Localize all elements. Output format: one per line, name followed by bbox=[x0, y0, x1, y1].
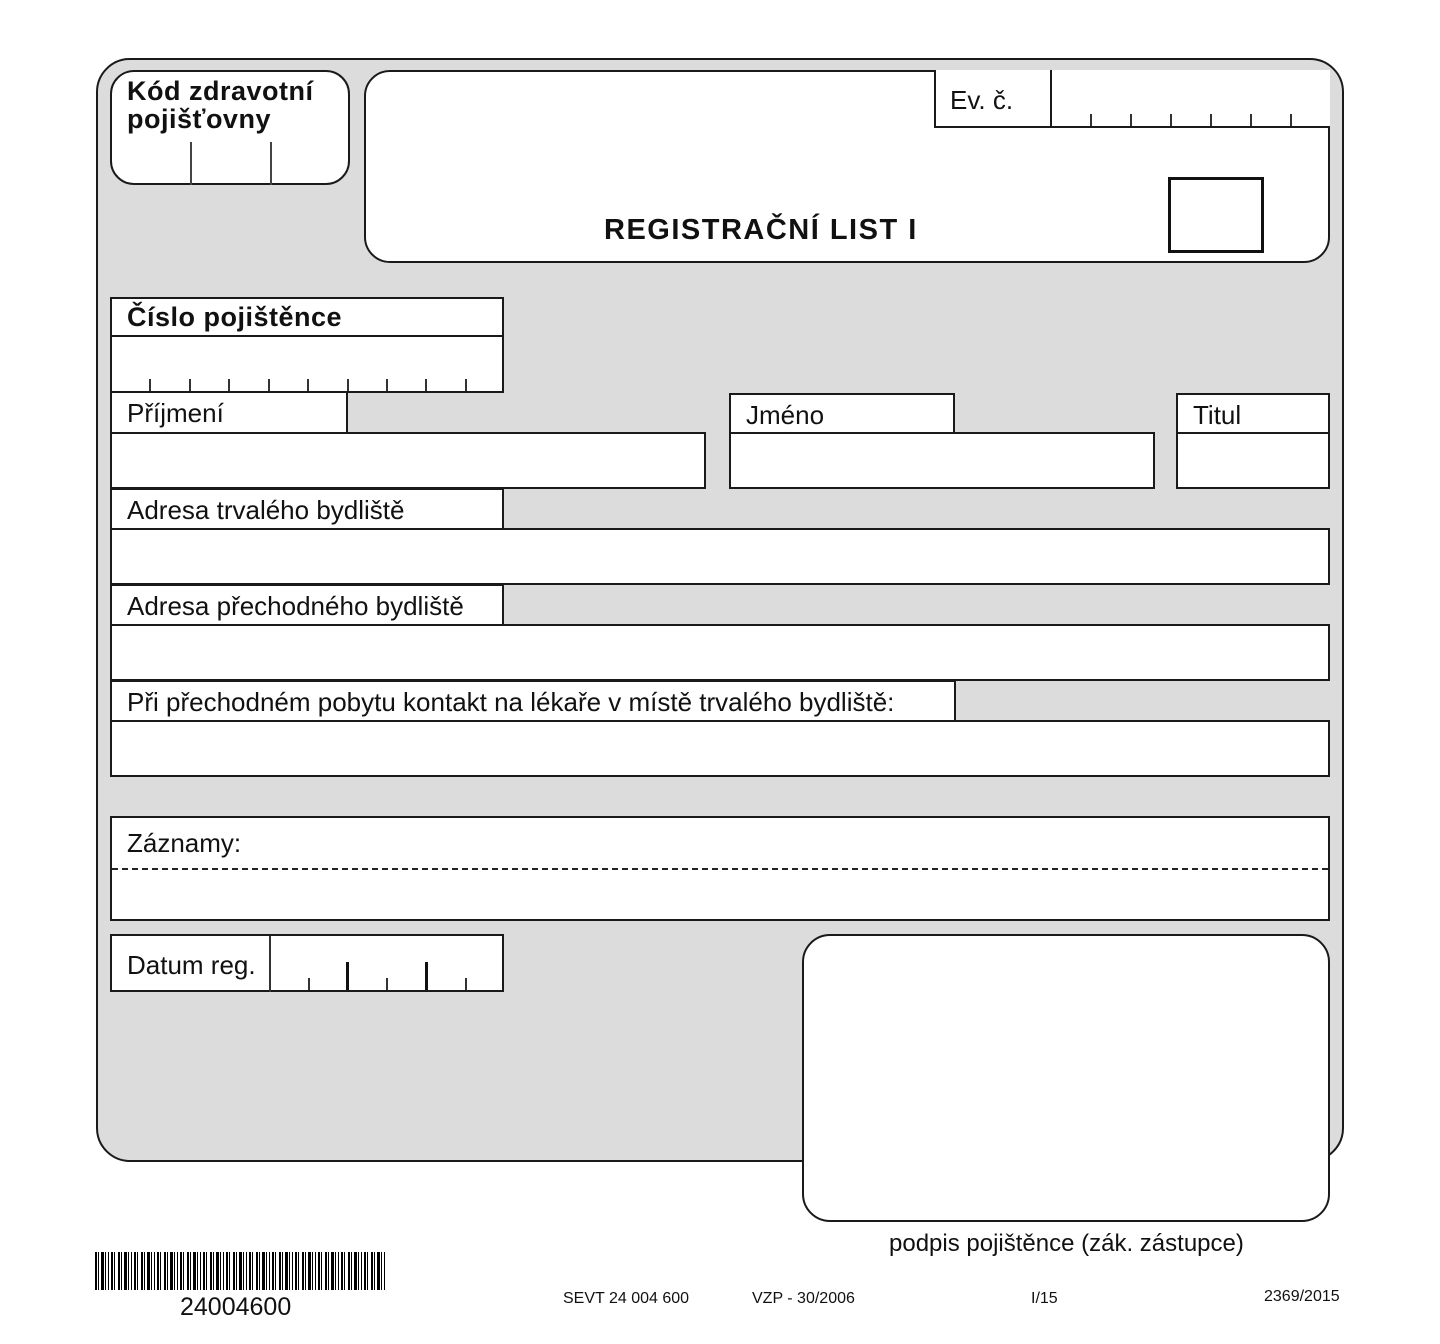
vzp-reference: VZP - 30/2006 bbox=[752, 1290, 855, 1307]
title-label-box bbox=[1176, 393, 1330, 434]
title-field[interactable] bbox=[1176, 432, 1330, 489]
page-reference: I/15 bbox=[1031, 1290, 1058, 1307]
surname-label-box bbox=[110, 391, 348, 434]
permanent-address-label-box bbox=[110, 488, 504, 530]
insurer-code-label bbox=[127, 77, 314, 134]
temporary-address-field[interactable] bbox=[110, 624, 1330, 681]
temporary-address-label-box bbox=[110, 584, 504, 626]
insured-number-label: Číslo pojištěnce bbox=[127, 302, 343, 332]
records-divider bbox=[112, 868, 1328, 870]
title-label: Titul bbox=[1193, 400, 1242, 430]
records-label: Záznamy: bbox=[127, 828, 242, 858]
insurer-code-label-line2: pojišťovny bbox=[127, 104, 271, 135]
signature-field[interactable] bbox=[802, 934, 1330, 1222]
first-name-label: Jméno bbox=[746, 400, 825, 430]
surname-field[interactable] bbox=[110, 432, 706, 489]
checkbox-square[interactable] bbox=[1168, 177, 1264, 253]
doctor-contact-label: Při přechodném pobytu kontakt na lékaře v místě trvalého bydliště: bbox=[127, 687, 895, 717]
insured-number-field[interactable] bbox=[110, 335, 504, 393]
label-divider bbox=[269, 936, 271, 992]
doctor-contact-label-box bbox=[110, 680, 956, 722]
digit-divider bbox=[270, 142, 272, 185]
records-field[interactable] bbox=[110, 816, 1330, 921]
signature-caption: podpis pojištěnce (zák. zástupce) bbox=[889, 1230, 1244, 1257]
permanent-address-field[interactable] bbox=[110, 528, 1330, 585]
evidence-number-field[interactable] bbox=[934, 70, 1330, 128]
temporary-address-label: Adresa přechodného bydliště bbox=[127, 591, 464, 621]
first-name-label-box bbox=[729, 393, 955, 434]
registration-date-label: Datum reg. bbox=[127, 950, 256, 980]
label-divider bbox=[1050, 70, 1052, 126]
doctor-contact-field[interactable] bbox=[110, 720, 1330, 777]
registration-date-field[interactable] bbox=[110, 934, 504, 992]
first-name-field[interactable] bbox=[729, 432, 1155, 489]
barcode bbox=[95, 1252, 385, 1290]
document-reference: 2369/2015 bbox=[1264, 1288, 1340, 1305]
insurer-code-label-line1: Kód zdravotní bbox=[127, 76, 314, 106]
insured-number-label-box bbox=[110, 297, 504, 337]
digit-divider bbox=[190, 142, 192, 185]
form-title: REGISTRAČNÍ LIST I bbox=[604, 214, 918, 246]
permanent-address-label: Adresa trvalého bydliště bbox=[127, 495, 405, 525]
surname-label: Příjmení bbox=[127, 398, 224, 428]
evidence-number-label: Ev. č. bbox=[950, 85, 1014, 115]
sevt-reference: SEVT 24 004 600 bbox=[563, 1290, 690, 1307]
insurer-code-box[interactable] bbox=[110, 70, 350, 185]
barcode-number: 24004600 bbox=[180, 1293, 292, 1321]
